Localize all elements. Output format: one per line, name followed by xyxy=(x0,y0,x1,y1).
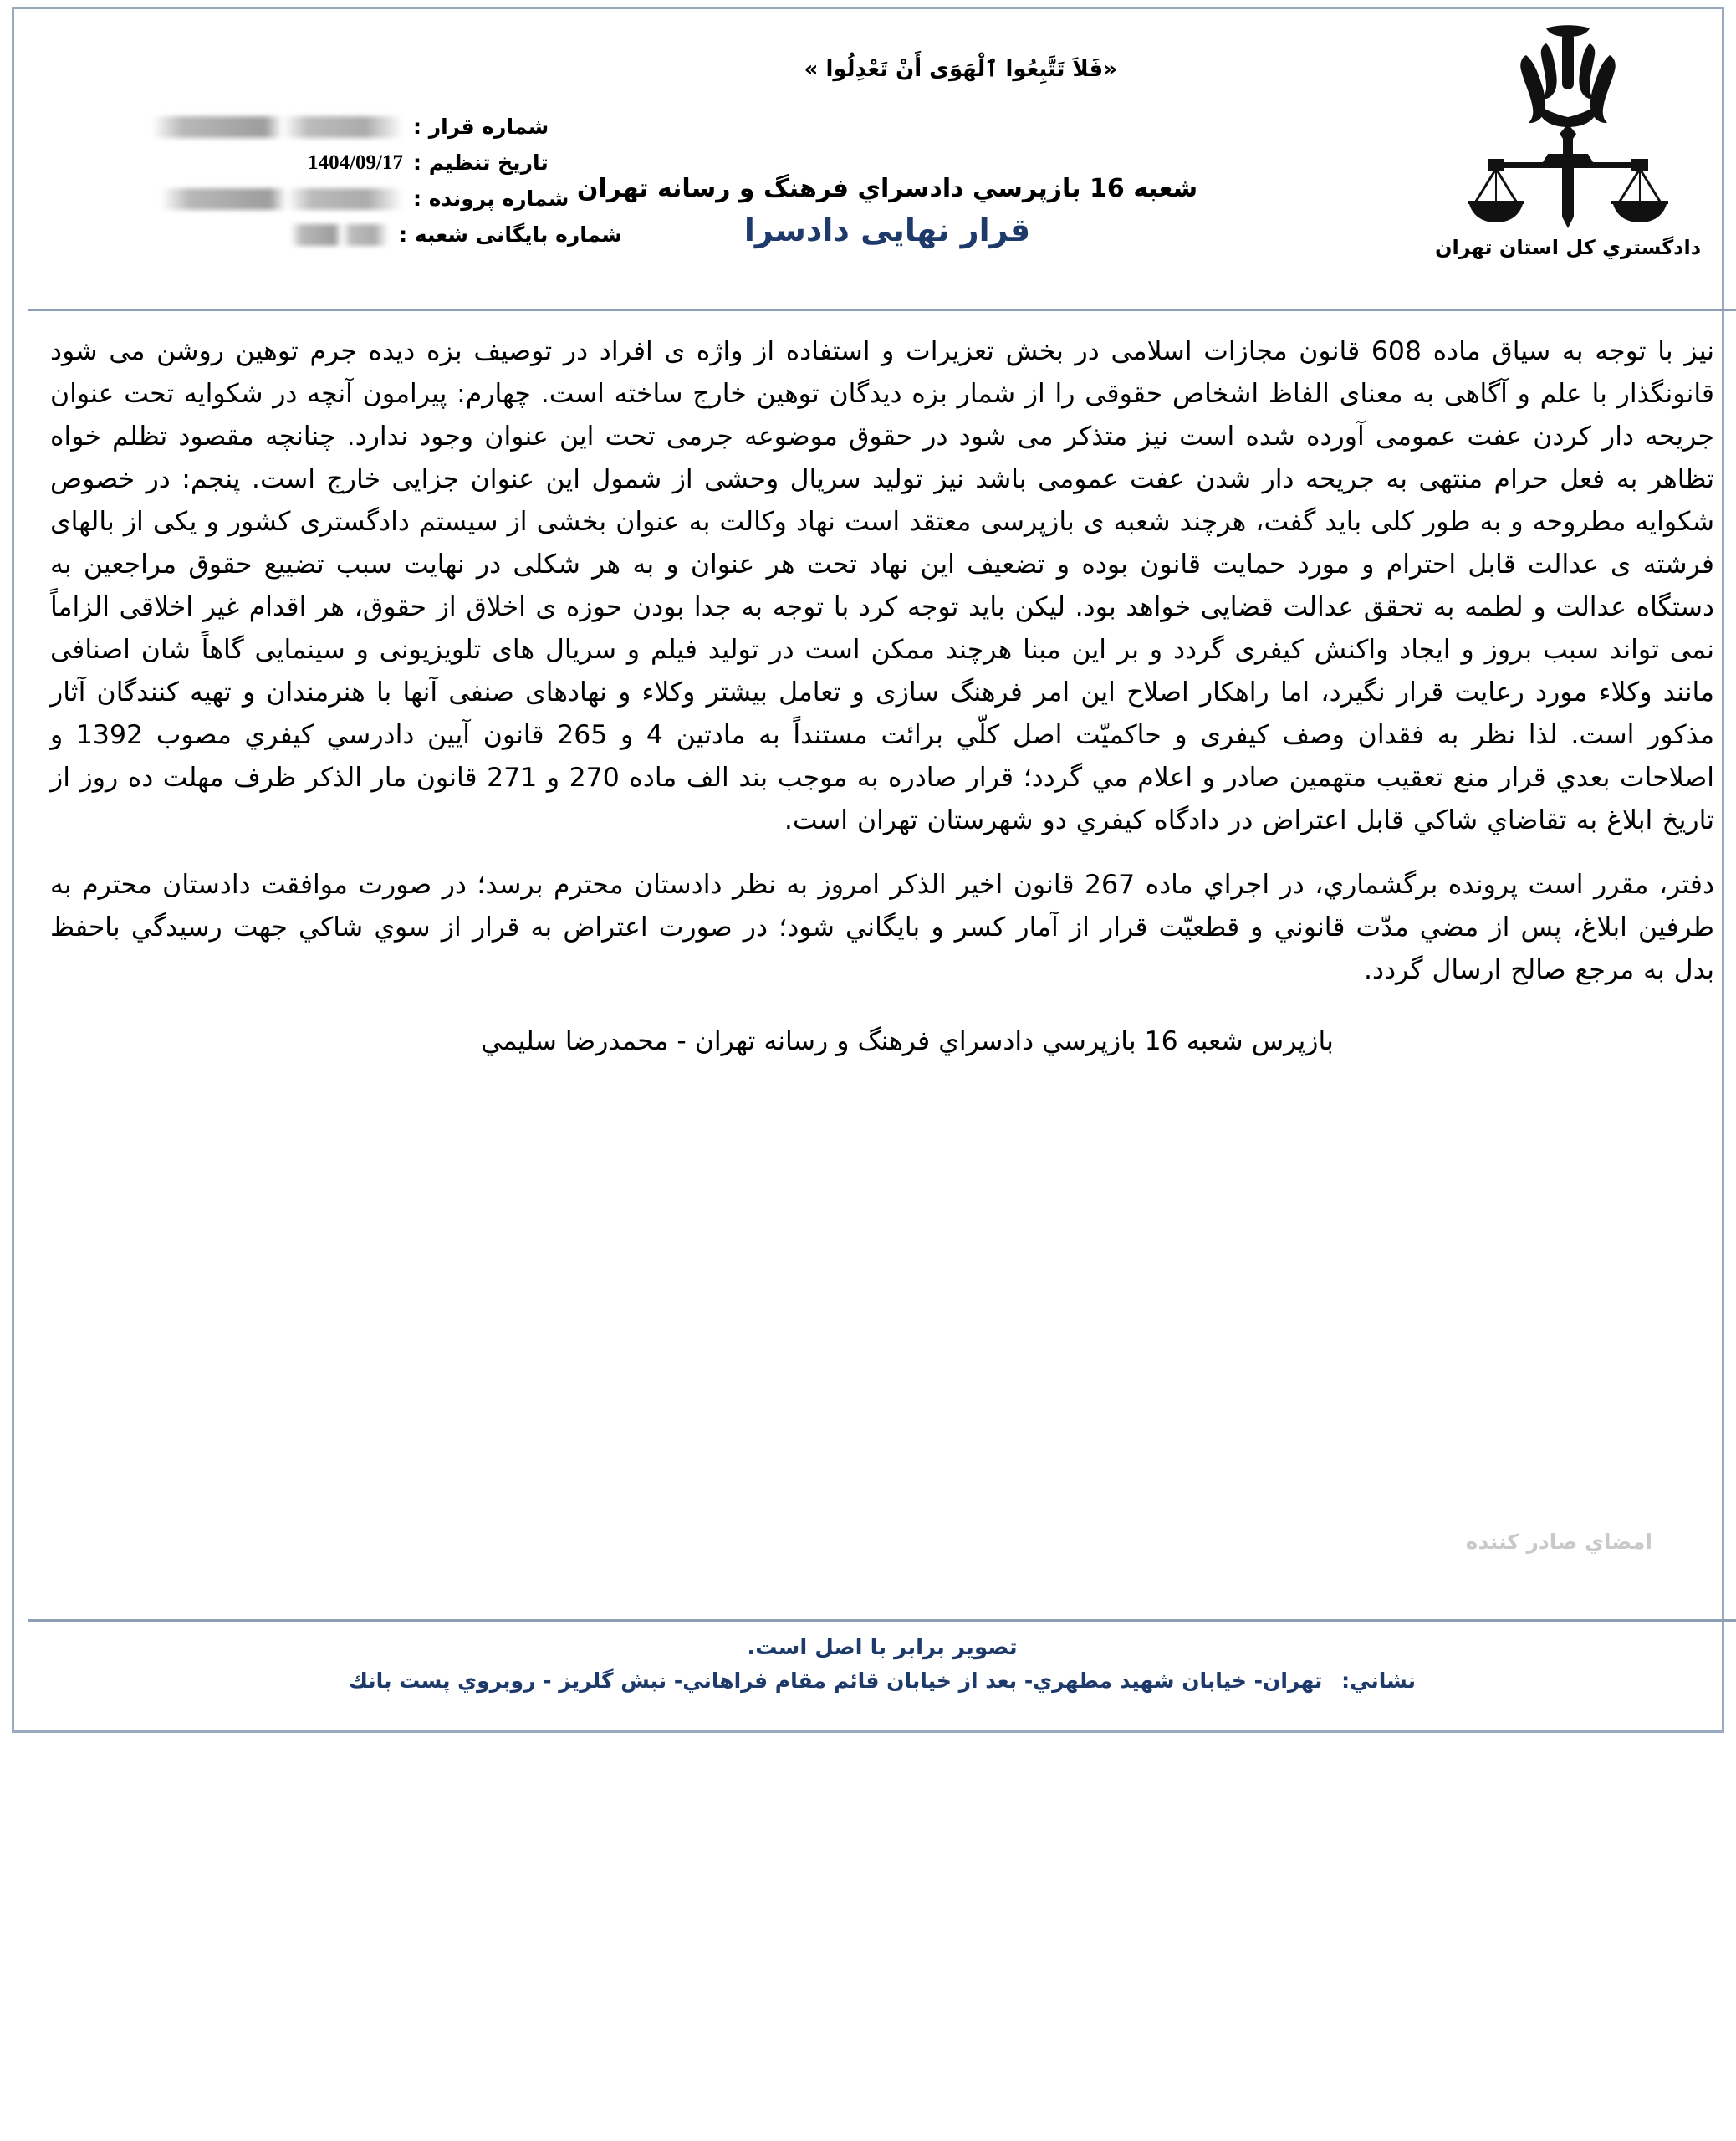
meta-value-issue-date: 1404/09/17 xyxy=(308,151,403,174)
footer-address-value: تهران- خيابان شهيد مطهري- بعد از خيابان قائم مقام فراهاني- نبش گلريز - روبروي پست بانك xyxy=(349,1668,1323,1693)
page-title: قرار نهایی دادسرا xyxy=(743,211,1031,248)
body-paragraph-1: نیز با توجه به سیاق ماده 608 قانون مجازات اسلامی در بخش تعزیرات و استفاده از واژه ی افراد در توصیف بزه دیده جرم توهین روشن می شود قانونگذار با علم و آگاهی به معنای الفاظ اشخاص حقوقی را از شمار بزه دیدگان توهین خارج ساخته است. چهارم: پیرامون آنچه در شکوایه تحت عنوان جریحه دار کردن عفت عمومی آورده شده است نیز متذکر می شود در حقوق موضوعه جرمی تحت این عنوان وجود ندارد. چنانچه مقصود تظلم خواه تظاهر به فعل حرام منتهی به جریحه دار شدن عفت عمومی باشد نیز تولید سریال وحشی از شمول این عنوان جزایی خارج است. پنجم: در خصوص شکوایه مطروحه و به طور کلی باید گفت، هرچند شعبه ی بازپرسی معتقد است نهاد وکالت به عنوان بخشی از سیستم دادگستری کشور و یکی از بالهای فرشته ی عدالت قابل احترام و مورد حمایت قانون بوده و تضعیف این نهاد تحت هر عنوان و به هر شکلی در نهایت سبب تضییع حقوق مراجعین به دستگاه عدالت و لطمه به تحقق عدالت قضایی خواهد بود. لیکن باید توجه کرد با توجه به جدا بودن حوزه ی اخلاق از حقوق، هر اقدام غیر اخلاقی الزاماً نمی تواند سبب بروز و ایجاد واکنش کیفری گردد و بر این مبنا هرچند ممکن است در تولید فیلم و سریال های تلویزیونی و سینمایی گاهاً شان اصنافی مانند وکلاء مورد رعایت قرار نگیرد، اما راهکار اصلاح این امر فرهنگ سازی و تعامل بیشتر وکلاء و نهادهای صنفی آنها با هنرمندان و تهیه کنندگان آثار مذکور است. لذا نظر به فقدان وصف کیفری و حاکمیّت اصل کلّي برائت مستنداً به مادتین 4 و 265 قانون آیین دادرسي کيفري مصوب 1392 و اصلاحات بعدي قرار منع تعقيب متهمین صادر و اعلام مي گردد؛ قرار صادره به موجب بند الف ماده 270 و 271 قانون مار الذکر ظرف مهلت ده روز از تاریخ ابلاغ به تقاضاي شاكي قابل اعتراض در دادگاه كيفري دو شهرستان تهران است. xyxy=(50,336,1714,836)
signature-watermark: امضاي صادر كننده xyxy=(1465,1530,1652,1554)
branch-title: شعبه 16 بازپرسي دادسراي فرهنگ و رسانه تهران xyxy=(576,174,1198,203)
document-header xyxy=(28,18,1736,311)
signature-line: بازپرس شعبه 16 بازپرسي دادسراي فرهنگ و رسانه تهران - محمدرضا سليمي xyxy=(481,1026,1334,1057)
body-paragraph-2: دفتر، مقرر است پرونده برگشماري، در اجراي ماده 267 قانون اخير الذكر امروز به نظر دادستان محترم برسد؛ در صورت موافقت دادستان محترم به طرفين ابلاغ، پس از مضي مدّت قانوني و قطعيّت قرار از آمار كسر و بايگاني شود؛ در صورت اعتراض به قرار از سوي شاكي جهت رسيدگي باحفظ بدل به مرجع صالح ارسال گردد. xyxy=(50,870,1714,986)
certified-copy-note: تصویر برابر با اصل است. xyxy=(747,1635,1018,1660)
meta-row-decision-number xyxy=(28,109,622,145)
header-center-titles xyxy=(511,173,1264,248)
meta-label-decision-number: شماره قرار : xyxy=(413,115,549,139)
redacted-value-case-number xyxy=(161,188,403,210)
footer-address-label: نشاني: xyxy=(1341,1668,1416,1693)
meta-label-issue-date: تاریخ تنظیم : xyxy=(413,151,549,175)
iran-judiciary-scales-emblem-icon xyxy=(1459,25,1677,234)
meta-label-case-number: شماره پرونده : xyxy=(413,187,569,211)
footer-address xyxy=(28,1668,1736,1693)
redacted-value-decision-number xyxy=(152,116,403,138)
meta-label-archive-number: شماره بایگانی شعبه : xyxy=(399,222,622,247)
emblem-caption: دادگستري كل استان تهران xyxy=(1434,236,1702,259)
emblem-block xyxy=(1430,25,1706,259)
quran-verse: «فَلاَ تَتَّبِعُوا ٱلْهَوَى أَنْ تَعْدِلُوا » xyxy=(804,57,1117,82)
document-body xyxy=(28,314,1736,1631)
document-footer xyxy=(28,1619,1736,1721)
document-frame xyxy=(12,7,1724,1733)
redacted-value-archive-number xyxy=(290,224,389,246)
